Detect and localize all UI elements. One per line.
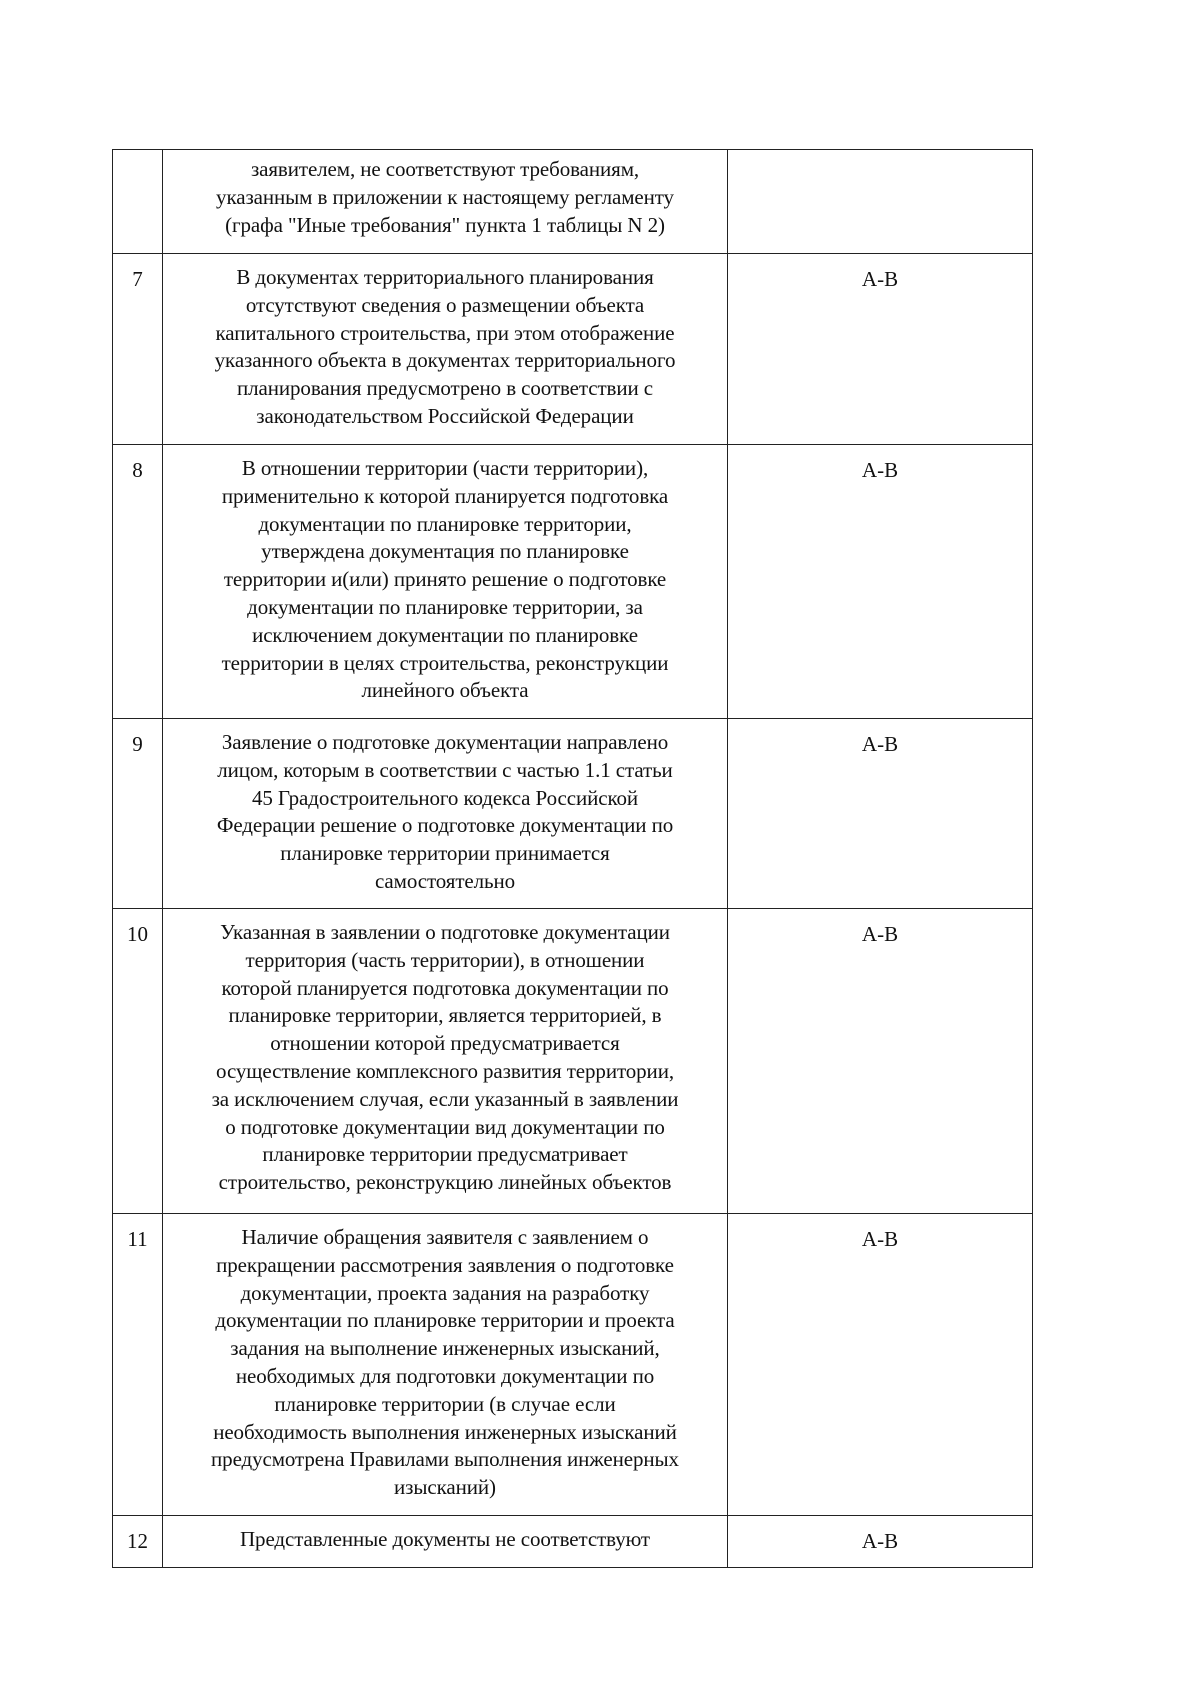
ground-text: Заявление о подготовке документации направлено лицом, которым в соответствии с частью 1.1 статьи 45 Градостроительного кодекса Российской Федерации решение о подготовке документации по планировке территории принимается самостоятельно <box>216 730 674 893</box>
ground-text: Наличие обращения заявителя с заявлением о прекращении рассмотрения заявления о подготовке документации, проекта задания на разработку документации по планировке территории и проекта задания на выполнение инженерных изысканий, необходимых для подготовки документации по планировке территории (в случае если необходимость выполнения инженерных изысканий предусмотрена Правилами выполнения инженерных изысканий) <box>211 1225 679 1500</box>
code-value: А-В <box>861 732 899 756</box>
table-row <box>113 1516 1033 1568</box>
row-number: 8 <box>132 458 143 482</box>
ground-text-cell <box>163 719 728 909</box>
refusal-grounds-table <box>112 149 1033 1568</box>
code-cell <box>728 909 1033 1214</box>
ground-text-cell <box>163 254 728 445</box>
code-value: А-В <box>861 1529 899 1553</box>
code-value: А-В <box>861 922 899 946</box>
ground-text-cell <box>163 445 728 719</box>
row-number-cell <box>113 1214 163 1516</box>
table-row <box>113 150 1033 254</box>
ground-text: В документах территориального планирования отсутствуют сведения о размещении объекта капитального строительства, при этом отображение указанного объекта в документах территориального планирования предусмотрено в соответствии с законодательством Российской Федерации <box>214 265 676 428</box>
row-number-cell <box>113 254 163 445</box>
row-number-cell <box>113 719 163 909</box>
code-cell <box>728 1214 1033 1516</box>
row-number-cell <box>113 1516 163 1568</box>
table-row <box>113 909 1033 1214</box>
code-cell <box>728 445 1033 719</box>
table-row <box>113 254 1033 445</box>
ground-text-cell <box>163 1516 728 1568</box>
row-number-cell <box>113 445 163 719</box>
code-value: А-В <box>861 267 899 291</box>
row-number: 10 <box>127 922 148 946</box>
ground-text: Представленные документы не соответствуют <box>239 1527 651 1551</box>
code-value: А-В <box>861 458 899 482</box>
table-row <box>113 719 1033 909</box>
table-row <box>113 1214 1033 1516</box>
code-cell <box>728 719 1033 909</box>
row-number-cell <box>113 909 163 1214</box>
row-number-cell <box>113 150 163 254</box>
code-cell <box>728 1516 1033 1568</box>
code-cell <box>728 254 1033 445</box>
table-row <box>113 445 1033 719</box>
ground-text: Указанная в заявлении о подготовке документации территория (часть территории), в отношении которой планируется подготовка документации по планировке территории, является территорией, в отношении которой предусматривается осуществление комплексного развития территории, за исключением случая, если указанный в заявлении о подготовке документации вид документации по планировке территории предусматривает строительство, реконструкцию линейных объектов <box>211 920 679 1195</box>
code-value: А-В <box>861 1227 899 1251</box>
code-cell <box>728 150 1033 254</box>
ground-text-cell <box>163 1214 728 1516</box>
ground-text: В отношении территории (части территории), применительно к которой планируется подготовка документации по планировке территории, утверждена документация по планировке территории и(или) принято решение о подготовке документации по планировке территории, за исключением документации по планировке территории в целях строительства, реконструкции линейного объекта <box>221 456 669 703</box>
row-number: 12 <box>127 1529 148 1553</box>
ground-text: заявителем, не соответствуют требованиям, указанным в приложении к настоящему регламенту (графа "Иные требования" пункта 1 таблицы N 2) <box>216 157 674 237</box>
ground-text-cell <box>163 909 728 1214</box>
row-number: 7 <box>132 267 143 291</box>
row-number: 11 <box>127 1227 148 1251</box>
ground-text-cell <box>163 150 728 254</box>
row-number: 9 <box>132 732 143 756</box>
